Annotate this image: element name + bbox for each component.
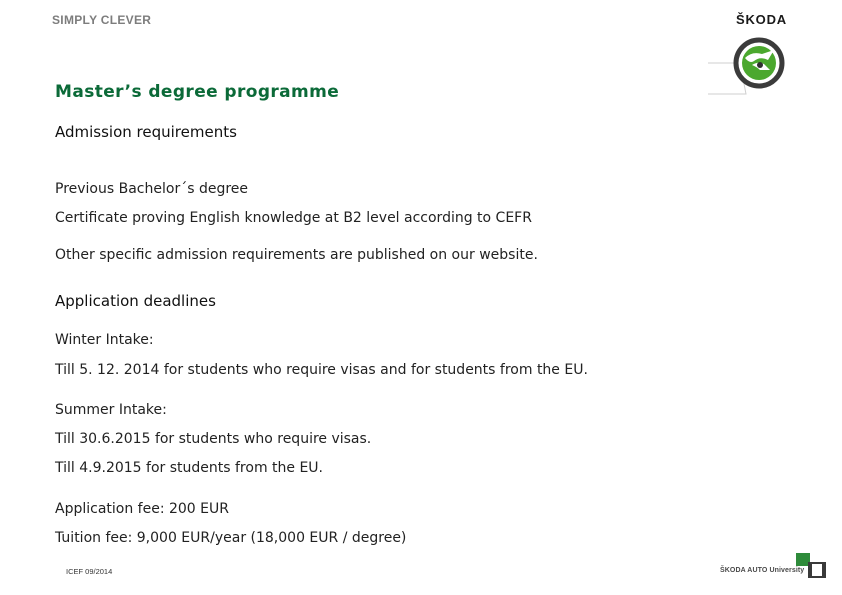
footer-logo-area xyxy=(796,552,828,578)
application-fee: Application fee: 200 EUR xyxy=(55,501,229,517)
admission-item-2: Certificate proving English knowledge at B2 level according to CEFR xyxy=(55,210,532,226)
admission-heading: Admission requirements xyxy=(55,123,237,141)
brand-wordmark: ŠKODA xyxy=(736,12,787,27)
footer-university: ŠKODA AUTO University xyxy=(720,567,805,574)
page-title: Master’s degree programme xyxy=(55,82,340,102)
admission-item-3: Other specific admission requirements are published on our website. xyxy=(55,247,538,263)
skoda-logo-icon xyxy=(700,30,800,100)
summer-intake-item-1: Till 30.6.2015 for students who require visas. xyxy=(55,431,372,447)
slogan: SIMPLY CLEVER xyxy=(52,13,152,27)
deadlines-heading: Application deadlines xyxy=(55,292,216,310)
brand-logo-area xyxy=(700,30,800,100)
summer-intake-item-2: Till 4.9.2015 for students from the EU. xyxy=(55,460,323,476)
tuition-fee: Tuition fee: 9,000 EUR/year (18,000 EUR / degree) xyxy=(55,530,407,546)
winter-intake-text: Till 5. 12. 2014 for students who require visas and for students from the EU. xyxy=(55,362,588,378)
footer-date: ICEF 09/2014 xyxy=(66,567,113,576)
winter-intake-label: Winter Intake: xyxy=(55,332,154,348)
university-flag-icon xyxy=(796,552,828,578)
summer-intake-label: Summer Intake: xyxy=(55,402,167,418)
admission-item-1: Previous Bachelor´s degree xyxy=(55,181,248,197)
